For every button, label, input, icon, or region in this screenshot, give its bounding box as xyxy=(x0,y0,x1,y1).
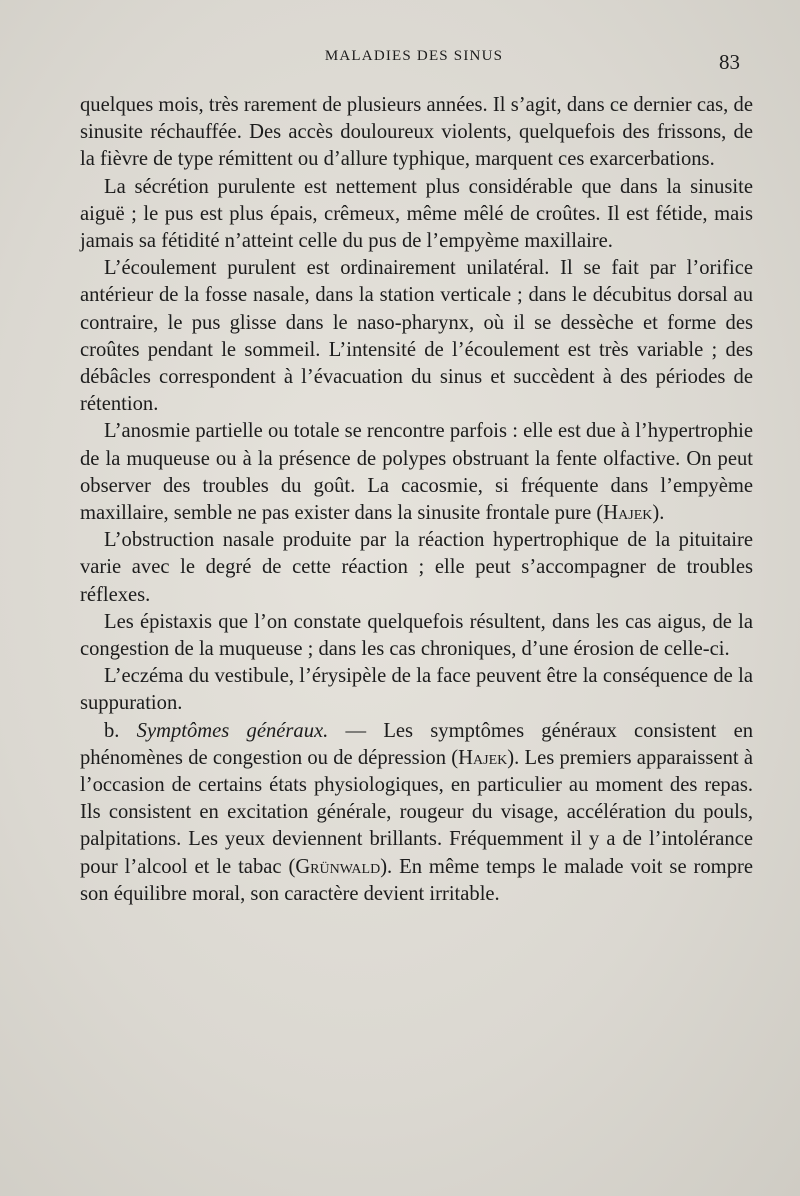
paragraph-secretion: La sécrétion purulente est nettement plus considérable que dans la sinusite aiguë ; le pus est plus épais, crêmeux, même mêlé de croûtes. Il est fétide, mais jamais sa fétidité n’atteint celle du pus de l’empyème maxillaire. xyxy=(80,175,753,253)
paragraph-continuation: quelques mois, très rarement de plusieurs années. Il s’agit, dans ce dernier cas, de sinusite réchauffée. Des accès douloureux violents, quelquefois des frissons, de la fièvre de type rémittent ou d’allure typhique, marquent ces exarcerbations. xyxy=(80,94,753,171)
body-text xyxy=(80,92,753,908)
paragraph-epistaxis: Les épistaxis que l’on constate quelquefois résultent, dans les cas aigus, de la congestion de la muqueuse ; dans les cas chroniques, d’une érosion de celle-ci. xyxy=(80,610,753,661)
section-title: Symptômes généraux. xyxy=(136,719,329,742)
section-marker: b. xyxy=(104,719,137,742)
paragraph-symptomes-generaux xyxy=(80,718,753,908)
paragraph-text: ). xyxy=(652,502,665,525)
author-name: Grünwald xyxy=(295,855,381,878)
paragraph-text: ). En même temps le malade voit se rompre son équilibre moral, son caractère devient irritable. xyxy=(80,855,753,905)
running-title: MALADIES DES SINUS xyxy=(324,48,504,64)
paragraph-anosmie xyxy=(80,418,753,527)
paragraph-ecoulement: L’écoulement purulent est ordinairement unilatéral. Il se fait par l’orifice antérieur de la fosse nasale, dans la station verticale ; dans le décubitus dorsal au contraire, le pus glisse dans le naso-pharynx, où il se dessèche et forme des croûtes pendant le sommeil. L’intensité de l’écoulement est très variable ; des débâcles correspondent à l’évacuation du sinus et succèdent à des périodes de rétention. xyxy=(80,257,753,416)
paragraph-text: ). Les premiers apparaissent à l’occasion de certains états physiologiques, en particulier au moment des repas. Ils consistent en excitation générale, rougeur du visage, accélération du pouls, palpitations. Les yeux deviennent brillants. Fréquemment il y a de l’intolérance pour l’alcool et le tabac ( xyxy=(80,746,753,878)
paragraph-text: — Les symptômes généraux consistent en phénomènes de congestion ou de dépression ( xyxy=(80,719,754,769)
paragraph-obstruction: L’obstruction nasale produite par la réaction hypertrophique de la pituitaire varie avec le degré de cette réaction ; elle peut s’accompagner de troubles réflexes. xyxy=(80,529,753,606)
author-name: Hajek xyxy=(458,746,508,769)
page-number: 83 xyxy=(719,50,740,74)
author-name: Hajek xyxy=(603,502,653,525)
paragraph-eczema: L’eczéma du vestibule, l’érysipèle de la face peuvent être la conséquence de la suppuration. xyxy=(80,665,753,715)
paragraph-text: L’anosmie partielle ou totale se rencontre parfois : elle est due à l’hypertrophie de la muqueuse ou à la présence de polypes obstruant la fente olfactive. On peut observer des troubles du goût. La cacosmie, si fréquente dans l’empyème maxillaire, semble ne pas exister dans la sinusite frontale pure ( xyxy=(80,420,753,525)
page-header xyxy=(80,48,748,78)
